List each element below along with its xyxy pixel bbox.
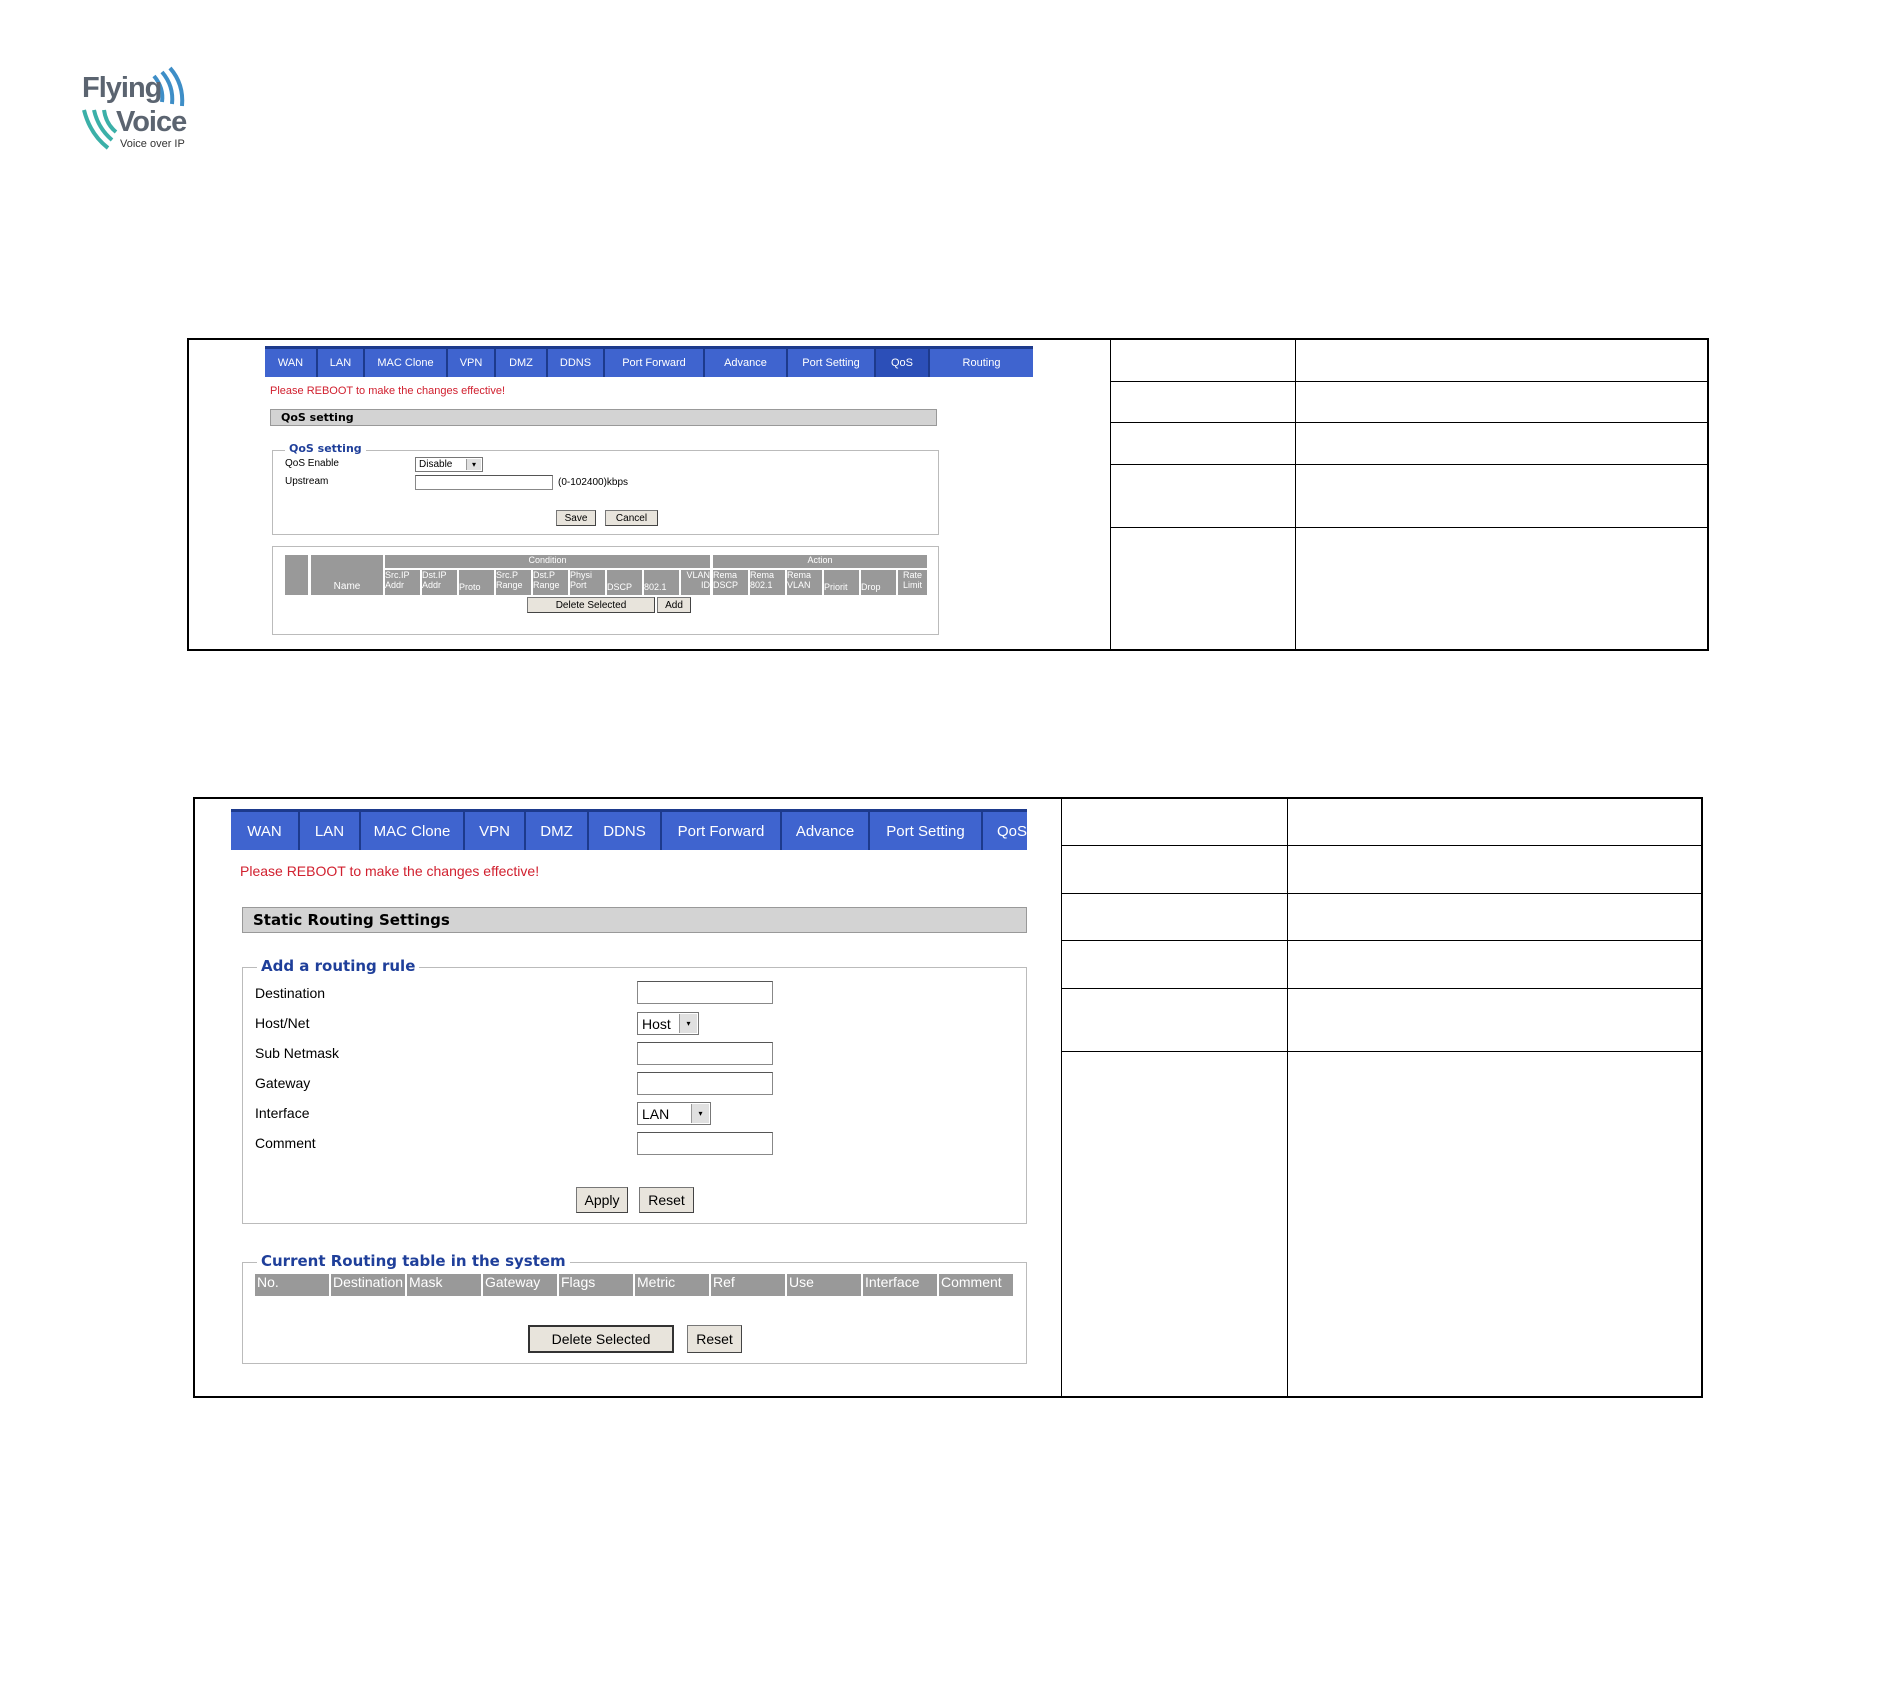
tab-qos[interactable]: QoS	[876, 349, 930, 377]
save-button[interactable]: Save	[556, 510, 596, 526]
tab-advance[interactable]: Advance	[782, 812, 870, 850]
routing-desc-row	[1062, 1052, 1701, 1396]
qos-desc-row	[1111, 465, 1707, 528]
name-column-header	[311, 555, 384, 595]
routing-col-header: Metric	[635, 1274, 710, 1296]
action-col-header: Rate Limit	[898, 570, 928, 595]
qos-desc-row	[1111, 528, 1707, 649]
tab-port-setting[interactable]: Port Setting	[788, 349, 876, 377]
routing-desc-row	[1062, 989, 1701, 1052]
routing-col-header: Interface	[863, 1274, 938, 1296]
destination-label: Destination	[255, 985, 326, 1001]
delete-selected-button[interactable]: Delete Selected	[528, 1325, 674, 1353]
tab-routing[interactable]: Routing	[930, 349, 1033, 377]
destination-input[interactable]	[637, 981, 773, 1004]
qos-enable-value: Disable	[419, 459, 453, 470]
action-col-header: Drop	[861, 570, 897, 595]
qos-tab-bar	[265, 346, 1033, 377]
tab-wan[interactable]: WAN	[231, 812, 300, 850]
interface-select[interactable]	[637, 1102, 711, 1125]
select-column-header	[285, 555, 309, 595]
tab-vpn[interactable]: VPN	[448, 349, 496, 377]
qos-enable-select[interactable]	[415, 457, 483, 472]
tab-advance[interactable]: Advance	[705, 349, 788, 377]
routing-col-header: Use	[787, 1274, 862, 1296]
apply-button[interactable]: Apply	[576, 1187, 628, 1213]
interface-label: Interface	[255, 1105, 310, 1121]
logo-text-voice: Voice	[116, 106, 187, 138]
add-button[interactable]: Add	[657, 597, 691, 613]
routing-description-grid	[1061, 799, 1701, 1396]
condition-group-header	[385, 555, 711, 568]
reset-button[interactable]: Reset	[639, 1187, 694, 1213]
tab-vpn[interactable]: VPN	[465, 812, 526, 850]
gateway-label: Gateway	[255, 1075, 311, 1091]
static-routing-title: Static Routing Settings	[242, 907, 1027, 933]
sub-netmask-label: Sub Netmask	[255, 1045, 340, 1061]
qos-desc-row	[1111, 382, 1707, 423]
routing-col-header: Comment	[939, 1274, 1014, 1296]
routing-table-fieldset	[242, 1252, 1027, 1364]
hostnet-label: Host/Net	[255, 1015, 310, 1031]
tab-dmz[interactable]: DMZ	[496, 349, 548, 377]
tab-mac-clone[interactable]: MAC Clone	[361, 812, 465, 850]
logo-tagline: Voice over IP	[120, 138, 185, 150]
tab-port-forward[interactable]: Port Forward	[605, 349, 705, 377]
qos-desc-row	[1111, 423, 1707, 465]
condition-col-header: Dst.P Range	[533, 570, 569, 595]
routing-col-header: Mask	[407, 1274, 482, 1296]
flying-voice-logo	[78, 58, 198, 158]
tab-ddns[interactable]: DDNS	[548, 349, 605, 377]
action-group-header	[713, 555, 928, 568]
tab-wan[interactable]: WAN	[265, 349, 318, 377]
tab-mac-clone[interactable]: MAC Clone	[365, 349, 448, 377]
action-col-header: Priorit	[824, 570, 860, 595]
gateway-input[interactable]	[637, 1072, 773, 1095]
qos-description-grid	[1110, 340, 1707, 649]
chevron-down-icon: ▾	[691, 1104, 709, 1123]
tab-lan[interactable]: LAN	[300, 812, 361, 850]
tab-lan[interactable]: LAN	[318, 349, 365, 377]
routing-desc-row	[1062, 941, 1701, 989]
delete-selected-button[interactable]: Delete Selected	[527, 597, 655, 613]
condition-col-header: 802.1	[644, 570, 680, 595]
qos-desc-row	[1111, 340, 1707, 382]
chevron-down-icon: ▾	[679, 1014, 697, 1033]
routing-desc-row	[1062, 846, 1701, 894]
condition-group-label: Condition	[528, 555, 567, 565]
routing-col-header: Gateway	[483, 1274, 558, 1296]
routing-desc-row	[1062, 799, 1701, 846]
condition-col-header: Src.P Range	[496, 570, 532, 595]
routing-rule-fieldset	[242, 957, 1027, 1224]
tab-port-setting[interactable]: Port Setting	[870, 812, 983, 850]
action-col-header: Rema DSCP	[713, 570, 749, 595]
action-col-header: Rema 802.1	[750, 570, 786, 595]
routing-figure-table	[193, 797, 1703, 1398]
upstream-input[interactable]	[415, 475, 553, 490]
qos-rules-fieldset	[272, 546, 939, 635]
routing-col-header: Flags	[559, 1274, 634, 1296]
condition-col-header: Dst.IP Addr	[422, 570, 458, 595]
routing-col-header: Destination	[331, 1274, 406, 1296]
reboot-notice: Please REBOOT to make the changes effective!	[240, 863, 540, 879]
reboot-notice: Please REBOOT to make the changes effective!	[270, 385, 505, 397]
comment-label: Comment	[255, 1135, 316, 1151]
condition-col-header: VLAN ID	[681, 570, 711, 595]
qos-setting-fieldset	[272, 442, 939, 535]
qos-figure-table	[187, 338, 1709, 651]
chevron-down-icon: ▾	[466, 459, 481, 470]
routing-col-header: Ref	[711, 1274, 786, 1296]
add-routing-rule-legend: Add a routing rule	[257, 957, 419, 975]
tab-qos[interactable]: QoS	[983, 812, 1027, 850]
tab-port-forward[interactable]: Port Forward	[662, 812, 782, 850]
qos-screenshot	[265, 346, 1033, 646]
upstream-hint: (0-102400)kbps	[558, 477, 629, 488]
qos-enable-label: QoS Enable	[285, 458, 339, 469]
qos-section-title: QoS setting	[270, 409, 937, 426]
condition-col-header: Proto	[459, 570, 495, 595]
upstream-label: Upstream	[285, 476, 329, 487]
routing-tab-bar	[231, 809, 1027, 850]
qos-setting-legend: QoS setting	[285, 442, 366, 455]
tab-ddns[interactable]: DDNS	[589, 812, 662, 850]
name-column-label: Name	[333, 581, 361, 592]
logo-text-flying: Flying	[82, 72, 162, 104]
hostnet-select[interactable]	[637, 1012, 699, 1035]
action-group-label: Action	[807, 555, 833, 565]
comment-input[interactable]	[637, 1132, 773, 1155]
interface-value: LAN	[642, 1105, 670, 1122]
action-col-header: Rema VLAN	[787, 570, 823, 595]
routing-col-header: No.	[255, 1274, 330, 1296]
sub-netmask-input[interactable]	[637, 1042, 773, 1065]
routing-screenshot	[231, 809, 1027, 1379]
cancel-button[interactable]: Cancel	[605, 510, 658, 526]
hostnet-value: Host	[642, 1015, 671, 1032]
condition-col-header: DSCP	[607, 570, 643, 595]
condition-col-header: Physi Port	[570, 570, 606, 595]
current-routing-table-legend: Current Routing table in the system	[257, 1252, 570, 1270]
tab-dmz[interactable]: DMZ	[526, 812, 589, 850]
routing-desc-row	[1062, 894, 1701, 941]
reset-table-button[interactable]: Reset	[687, 1325, 742, 1353]
condition-col-header: Src.IP Addr	[385, 570, 421, 595]
